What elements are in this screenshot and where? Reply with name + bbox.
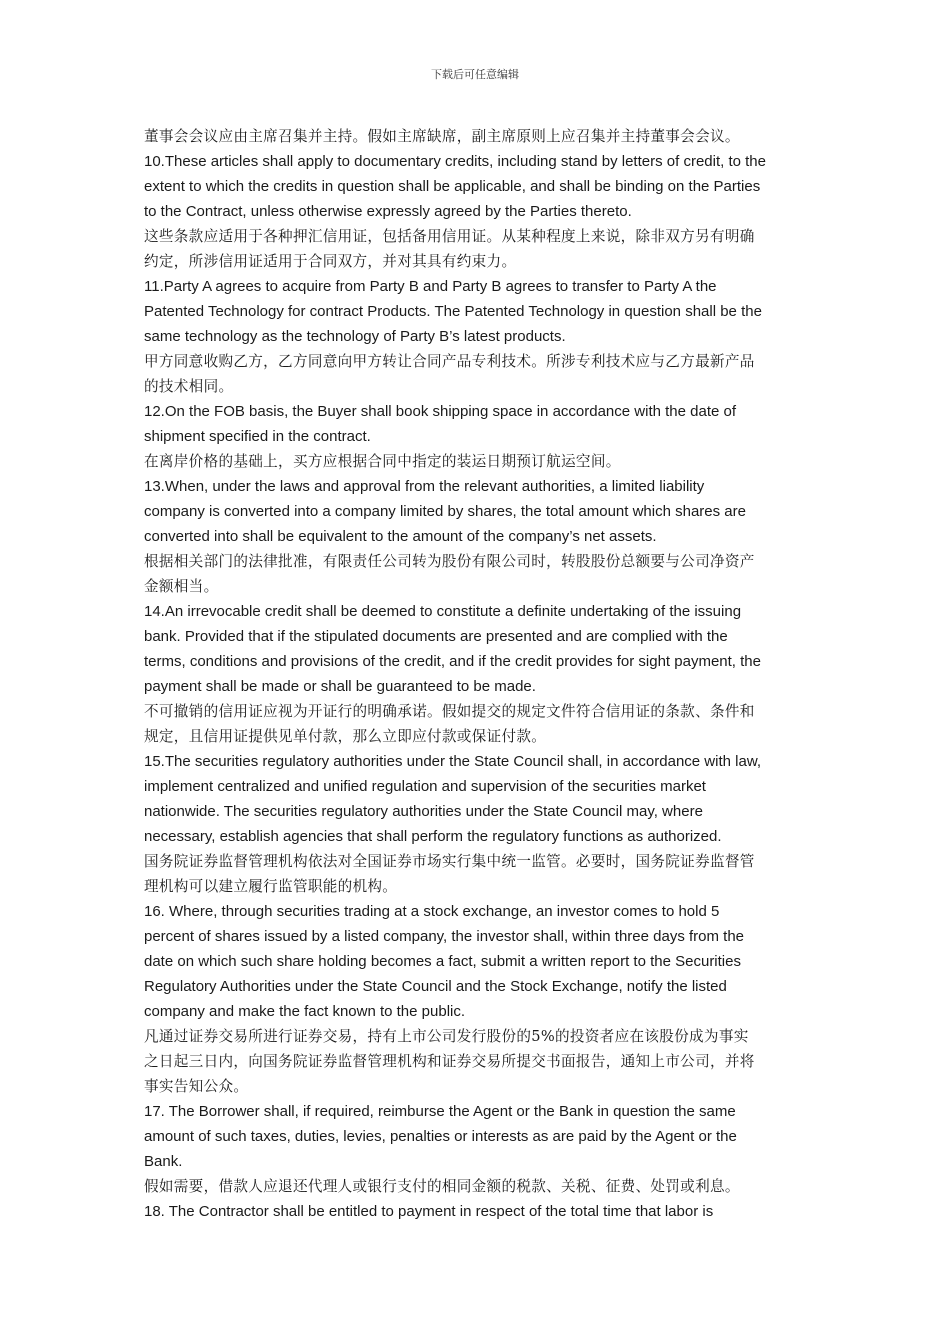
english-text-line: 12.On the FOB basis, the Buyer shall book shipping space in accordance with the date of bbox=[144, 403, 737, 420]
english-text-line: 11.Party A agrees to acquire from Party B and Party B agrees to transfer to Party A the bbox=[144, 278, 717, 295]
chinese-text-line: 之日起三日内，向国务院证券监督管理机构和证券交易所提交书面报告，通知上市公司，并将 bbox=[144, 1053, 755, 1070]
english-text-line: to the Contract, unless otherwise expressly agreed by the Parties thereto. bbox=[144, 203, 632, 220]
english-text-line: percent of shares issued by a listed company, the investor shall, within three days from the bbox=[144, 928, 745, 945]
english-text-line: necessary, establish agencies that shall perform the regulatory functions as authorized. bbox=[144, 828, 722, 845]
chinese-text-line: 这些条款应适用于各种押汇信用证，包括备用信用证。从某种程度上来说，除非双方另有明确 bbox=[144, 228, 755, 245]
english-text-line: payment shall be made or shall be guaranteed to be made. bbox=[144, 678, 536, 695]
chinese-text-line: 约定，所涉信用证适用于合同双方，并对其具有约束力。 bbox=[144, 253, 517, 270]
english-text-line: implement centralized and unified regulation and supervision of the securities market bbox=[144, 778, 706, 795]
chinese-text-line: 的技术相同。 bbox=[144, 378, 234, 395]
chinese-text-line: 在离岸价格的基础上，买方应根据合同中指定的装运日期预订航运空间。 bbox=[144, 453, 621, 470]
english-text-line: 18. The Contractor shall be entitled to payment in respect of the total time that labor is bbox=[144, 1203, 714, 1220]
english-text-line: Bank. bbox=[144, 1153, 183, 1170]
chinese-text-line: 假如需要，借款人应退还代理人或银行支付的相同金额的税款、关税、征费、处罚或利息。 bbox=[144, 1178, 740, 1195]
english-text-line: 16. Where, through securities trading at a stock exchange, an investor comes to hold 5 bbox=[144, 903, 720, 920]
english-text-line: Patented Technology for contract Products. The Patented Technology in question shall be the bbox=[144, 303, 762, 320]
english-text-line: 14.An irrevocable credit shall be deemed to constitute a definite undertaking of the issuing bbox=[144, 603, 742, 620]
english-text-line: terms, conditions and provisions of the credit, and if the credit provides for sight payment, the bbox=[144, 653, 761, 670]
chinese-text-line: 理机构可以建立履行监管职能的机构。 bbox=[144, 878, 398, 895]
english-text-line: extent to which the credits in question shall be applicable, and shall be binding on the Parties bbox=[144, 178, 761, 195]
english-text-line: company and make the fact known to the public. bbox=[144, 1003, 466, 1020]
chinese-text-line: 凡通过证券交易所进行证券交易，持有上市公司发行股份的5%的投资者应在该股份成为事实 bbox=[144, 1028, 749, 1045]
english-text-line: same technology as the technology of Party B’s latest products. bbox=[144, 328, 566, 345]
document-body bbox=[144, 124, 812, 1224]
english-text-line: 10.These articles shall apply to documentary credits, including stand by letters of credit, to the bbox=[144, 153, 766, 170]
chinese-text-line: 规定，且信用证提供见单付款，那么立即应付款或保证付款。 bbox=[144, 728, 547, 745]
page-header: 下载后可任意编辑 bbox=[431, 68, 519, 81]
english-text-line: bank. Provided that if the stipulated documents are presented and are complied with the bbox=[144, 628, 728, 645]
english-text-line: 15.The securities regulatory authorities under the State Council shall, in accordance with law, bbox=[144, 753, 761, 770]
chinese-text-line: 国务院证券监督管理机构依法对全国证券市场实行集中统一监管。必要时，国务院证券监督管 bbox=[144, 853, 755, 870]
chinese-text-line: 根据相关部门的法律批准，有限责任公司转为股份有限公司时，转股股份总额要与公司净资产 bbox=[144, 553, 755, 570]
english-text-line: 17. The Borrower shall, if required, reimburse the Agent or the Bank in question the same bbox=[144, 1103, 736, 1120]
chinese-text-line: 不可撤销的信用证应视为开证行的明确承诺。假如提交的规定文件符合信用证的条款、条件和 bbox=[144, 703, 755, 720]
english-text-line: nationwide. The securities regulatory authorities under the State Council may, where bbox=[144, 803, 703, 820]
english-text-line: amount of such taxes, duties, levies, penalties or interests as are paid by the Agent or the bbox=[144, 1128, 737, 1145]
chinese-text-line: 甲方同意收购乙方，乙方同意向甲方转让合同产品专利技术。所涉专利技术应与乙方最新产品 bbox=[144, 353, 755, 370]
english-text-line: Regulatory Authorities under the State Council and the Stock Exchange, notify the listed bbox=[144, 978, 727, 995]
english-text-line: date on which such share holding becomes a fact, submit a written report to the Securities bbox=[144, 953, 741, 970]
english-text-line: 13.When, under the laws and approval from the relevant authorities, a limited liability bbox=[144, 478, 705, 495]
english-text-line: converted into shall be equivalent to the amount of the company’s net assets. bbox=[144, 528, 657, 545]
chinese-text-line: 董事会会议应由主席召集并主持。假如主席缺席，副主席原则上应召集并主持董事会会议。 bbox=[144, 128, 740, 145]
chinese-text-line: 金额相当。 bbox=[144, 578, 219, 595]
chinese-text-line: 事实告知公众。 bbox=[144, 1078, 249, 1095]
english-text-line: shipment specified in the contract. bbox=[144, 428, 371, 445]
english-text-line: company is converted into a company limited by shares, the total amount which shares are bbox=[144, 503, 746, 520]
